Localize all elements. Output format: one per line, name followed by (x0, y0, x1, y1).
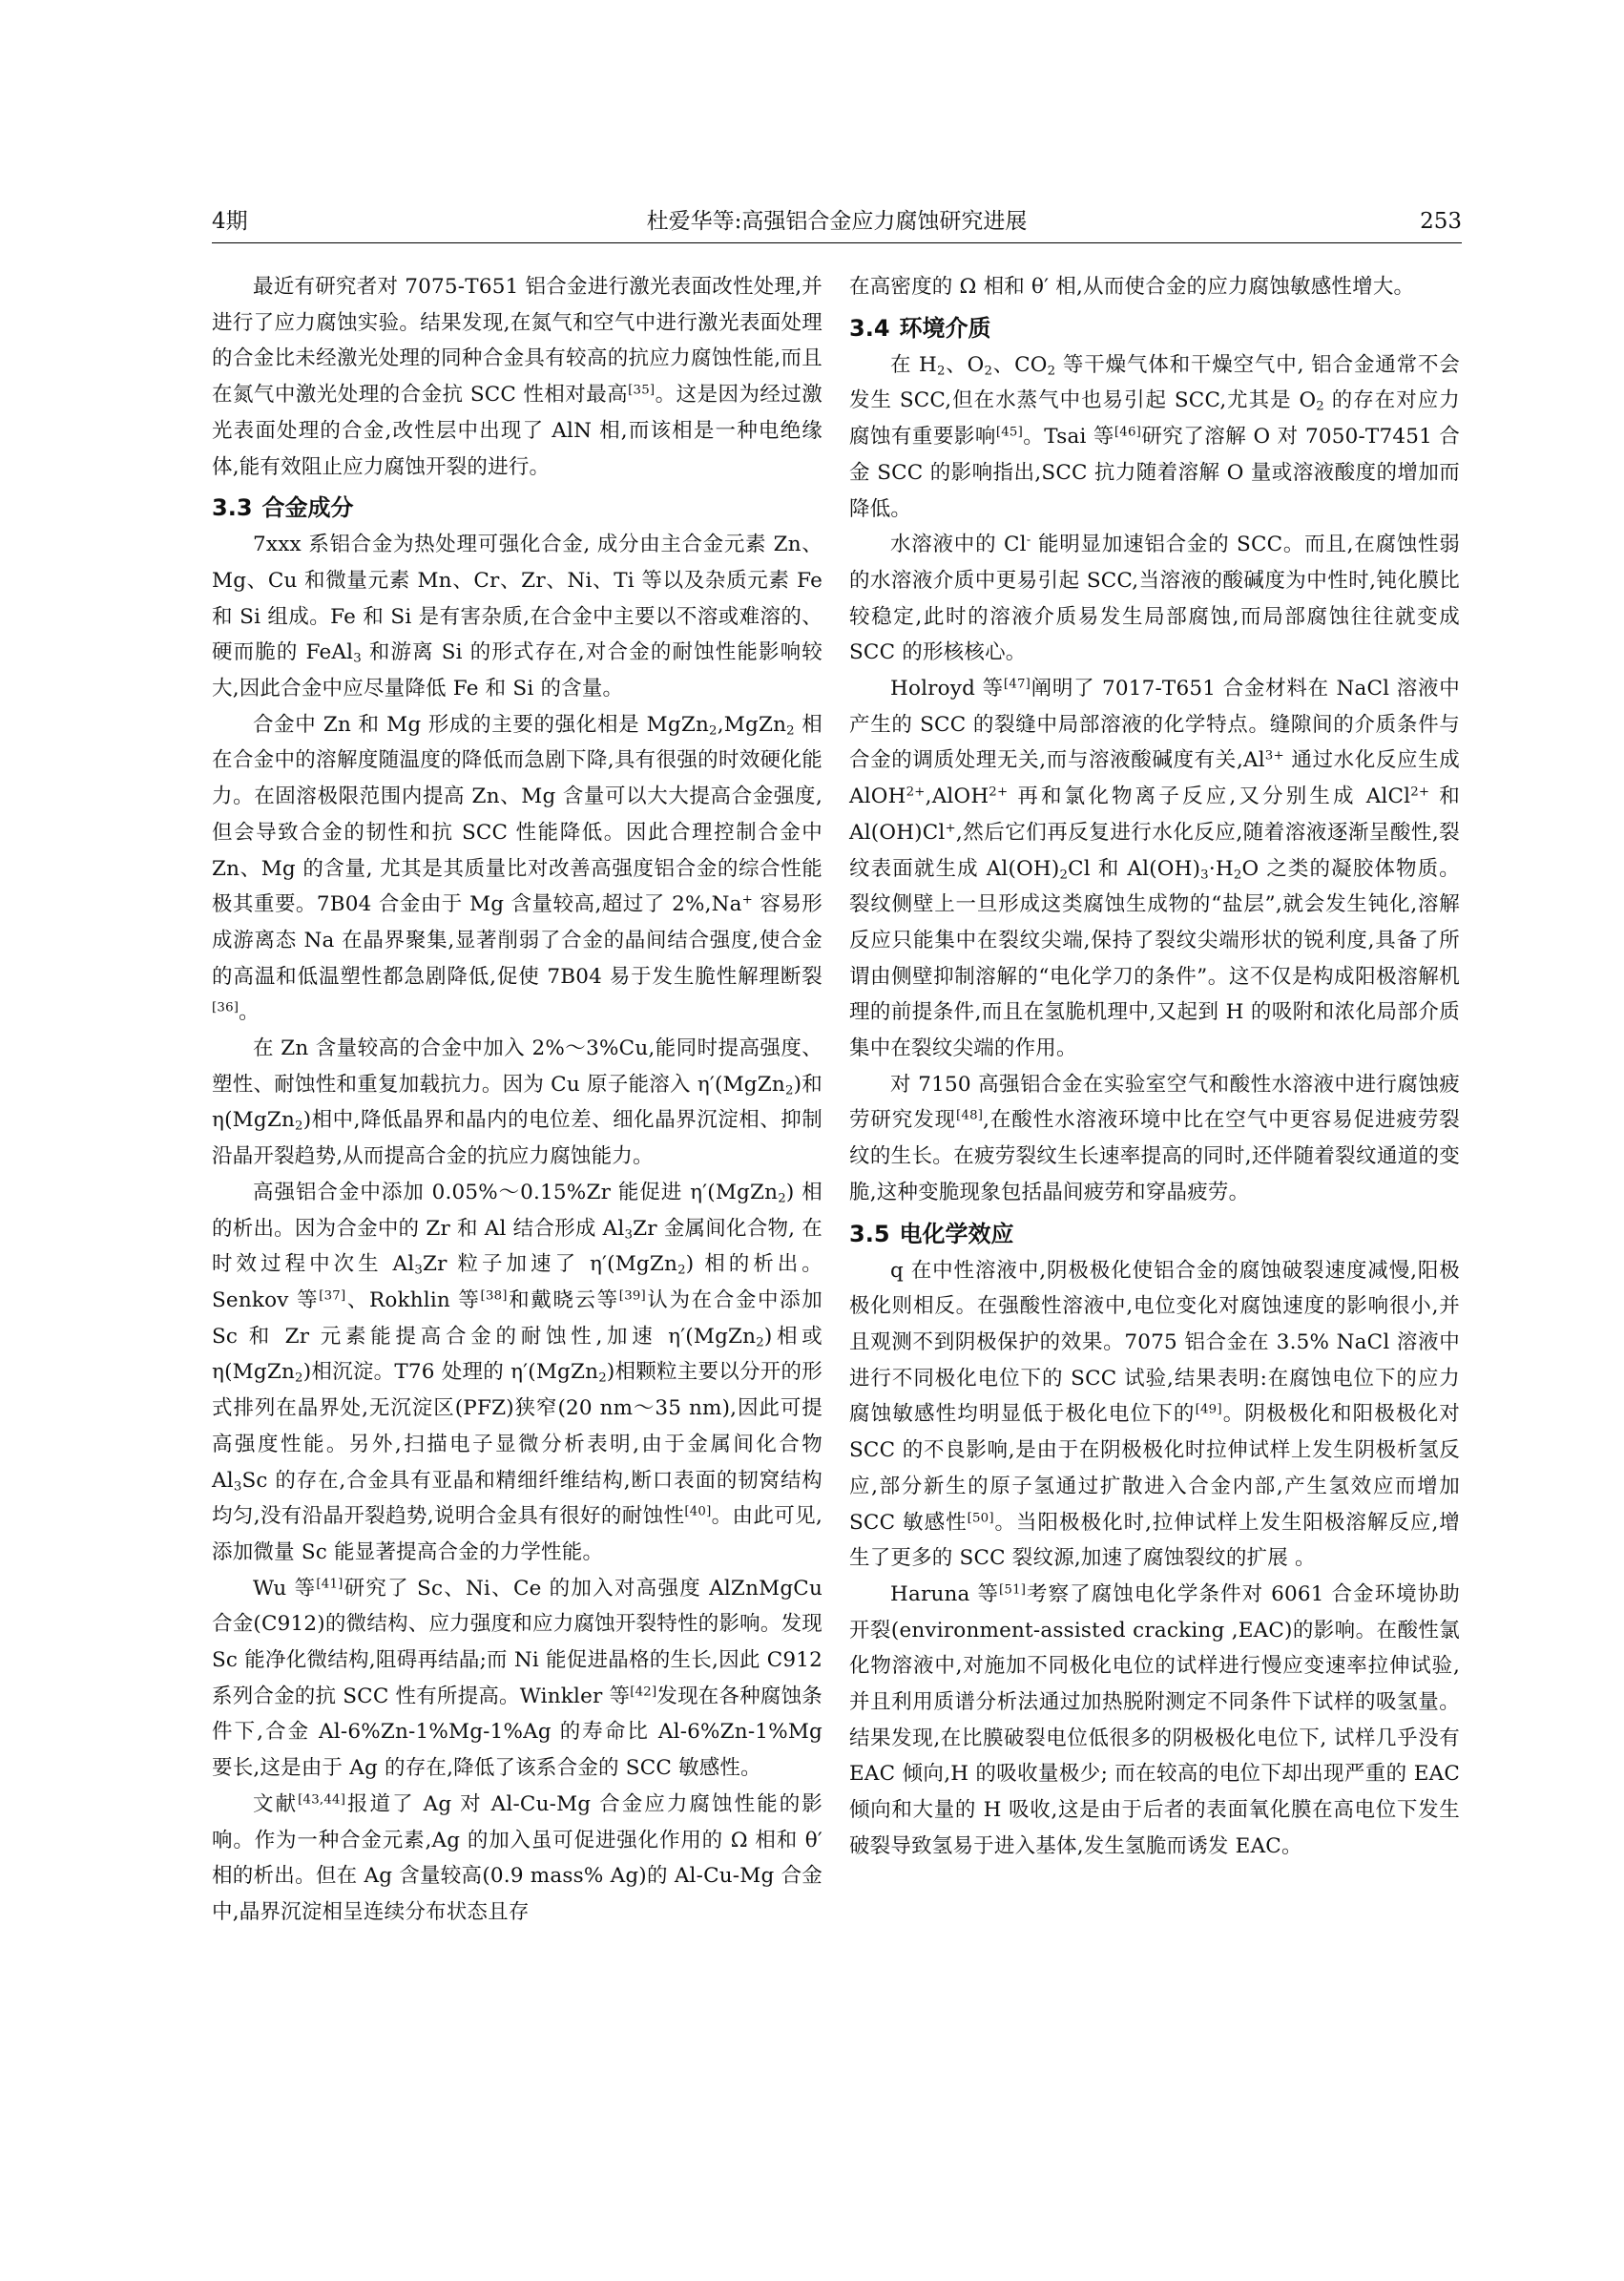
paragraph-cu: 在 Zn 含量较高的合金中加入 2%～3%Cu,能同时提高强度、塑性、耐蚀性和重复加载抗力。因为 Cu 原子能溶入 η′(MgZn$_2$)和 η(MgZn$_2$)相中,降低晶界和晶内的电位差、细化晶界沉淀相、抑制沿晶开裂趋势,从而提高合金的抗应力腐蚀能力。 (212, 1036, 822, 1169)
paragraph-polarization: q 在中性溶液中,阴极极化使铝合金的腐蚀破裂速度减慢,阳极极化则相反。在强酸性溶液中,电位变化对腐蚀速度的影响很小,并且观测不到阴极保护的效果。7075 铝合金在 3.5% NaCl 溶液中进行不同极化电位下的 SCC 试验,结果表明:在腐蚀电位下的应力腐蚀敏感性均明显低于极化电位下的[49]。阴极极化和阳极极化对 SCC 的不良影响,是由于在阴极极化时拉伸试样上发生阴极析氢反应,部分新生的原子氢通过扩散进入合金内部,产生氢效应而增加 SCC 敏感性[50]。当阳极极化时,拉伸试样上发生阳极溶解反应,增生了更多的 SCC 裂纹源,加速了腐蚀裂纹的扩展 。 (849, 1258, 1461, 1571)
paragraph-7xxx-composition: 7xxx 系铝合金为热处理可强化合金, 成分由主合金元素 Zn、Mg、Cu 和微量元素 Mn、Cr、Zr、Ni、Ti 等以及杂质元素 Fe 和 Si 组成。Fe 和 Si 是有害杂质,在合金中主要以不溶或难溶的、硬而脆的 FeAl$_3$ 和游离 Si 的形式存在,对合金的耐蚀性能影响较大,因此合金中应尽量降低 Fe 和 Si 的含量。 (212, 533, 822, 701)
running-title: 杜爱华等:高强铝合金应力腐蚀研究进展 (646, 209, 1028, 234)
section-title: 环境介质 (899, 314, 991, 342)
paragraph-chloride: 水溶液中的 Cl- 能明显加速铝合金的 SCC。而且,在腐蚀性弱的水溶液介质中更易引起 SCC,当溶液的酸碱度为中性时,钝化膜比较稳定,此时的溶液介质易发生局部腐蚀,而局部腐蚀往往就变成 SCC 的形核核心。 (849, 533, 1461, 665)
right-column (849, 269, 1460, 1865)
paragraph-ag: 文献[43,44]报道了 Ag 对 Al-Cu-Mg 合金应力腐蚀性能的影响。作为一种合金元素,Ag 的加入虽可促进强化作用的 Ω 相和 θ′ 相的析出。但在 Ag 含量较高(0.9 mass% Ag)的 Al-Cu-Mg 合金中,晶界沉淀相呈连续分布状态且存 (212, 1791, 822, 1924)
paragraph-zr-sc: 高强铝合金中添加 0.05%～0.15%Zr 能促进 η′(MgZn$_2$) 相的析出。因为合金中的 Zr 和 Al 结合形成 $Al_3Zr$ 金属间化合物, 在时效过程中次生 $Al_3Zr$ 粒子加速了 η′(MgZn$_2$) 相的析出。Senkov 等[37]、Rokhlin 等[38]和戴晓云等[39]认为在合金中添加 Sc 和 Zr 元素能提高合金的耐蚀性,加速 η′(MgZn$_2$)相或 η(MgZn$_2$)相沉淀。T76 处理的 η′(MgZn$_2$)相颗粒主要以分开的形式排列在晶界处,无沉淀区(PFZ)狭窄(20 nm～35 nm),因此可提高强度性能。另外,扫描电子显微分析表明,由于金属间化合物 $Al_3Sc$ 的存在,合金具有亚晶和精细纤维结构,断口表面的韧窝结构均匀,没有沿晶开裂趋势,说明合金具有很好的耐蚀性[40]。由此可见,添加微量 Sc 能显著提高合金的力学性能。 (212, 1180, 822, 1564)
section-heading-3-4 (849, 309, 1460, 347)
paragraph-zn-mg: 合金中 Zn 和 Mg 形成的主要的强化相是 MgZn$_2$,MgZn$_2$ 相在合金中的溶解度随温度的降低而急剧下降,具有很强的时效硬化能力。在固溶极限范围内提高 Zn、Mg 含量可以大大提高合金强度,但会导致合金的韧性和抗 SCC 性能降低。因此合理控制合金中 Zn、Mg 的含量, 尤其是其质量比对改善高强度铝合金的综合性能极其重要。7B04 合金由于 Mg 含量较高,超过了 2%,Na+ 容易形成游离态 Na 在晶界聚集,显著削弱了合金的晶间结合强度,使合金的高温和低温塑性都急剧降低,促使 7B04 易于发生脆性解理断裂[36]。 (212, 712, 823, 1025)
paragraph-dry-gases: 在 $H_2$、$O_2$、$CO_2$ 等干燥气体和干燥空气中, 铝合金通常不会发生 SCC,但在水蒸气中也易引起 SCC,尤其是 $O_2$ 的存在对应力腐蚀有重要影响[45]。Tsai 等[46]研究了溶解 O 对 7050-T7451 合金 SCC 的影响指出,SCC 抗力随着溶解 O 量或溶液酸度的增加而降低。 (849, 352, 1460, 521)
header-rule (212, 242, 1462, 243)
issue-label: 4期 (212, 209, 248, 234)
paragraph-holroyd: Holroyd 等[47]阐明了 7017-T651 合金材料在 NaCl 溶液中产生的 SCC 的裂缝中局部溶液的化学特点。缝隙间的介质条件与合金的调质处理无关,而与溶液酸碱度有关$,Al^{3+}$ 通过水化反应生成 AlOH$^{2+}$,AlOH$^{2+}$ 再和氯化物离子反应,又分别生成 AlCl$^{2+}$ 和 Al(OH)Cl+,然后它们再反复进行水化反应,随着溶液逐渐呈酸性,裂纹表面就生成 $Al(OH)_2Cl$ 和 $Al(OH)_3\cdot H_2O$ 之类的凝胶体物质。裂纹侧壁上一旦形成这类腐蚀生成物的“盐层”,就会发生钝化,溶解反应只能集中在裂纹尖端,保持了裂纹尖端形状的锐利度,具备了所谓由侧壁抑制溶解的“电化学刀的条件”。这不仅是构成阳极溶解机理的前提条件,而且在氢脆机理中,又起到 H 的吸附和浓化局部介质集中在裂纹尖端的作用。 (849, 677, 1460, 1061)
left-column (212, 269, 822, 1931)
section-number: 3.5 (849, 1220, 890, 1247)
section-heading-3-3 (212, 489, 822, 527)
section-heading-3-5 (849, 1215, 1460, 1253)
paragraph-7150-fatigue: 对 7150 高强铝合金在实验室空气和酸性水溶液中进行腐蚀疲劳研究发现[48],在酸性水溶液环境中比在空气中更容易促进疲劳裂纹的生长。在疲劳裂纹生长速率提高的同时,还伴随着裂纹通道的变脆,这种变脆现象包括晶间疲劳和穿晶疲劳。 (849, 1072, 1460, 1204)
section-number: 3.4 (849, 314, 890, 342)
page-number: 253 (1420, 209, 1462, 234)
section-title: 合金成分 (261, 494, 354, 522)
section-number: 3.3 (212, 494, 253, 522)
paragraph-haruna: Haruna 等[51]考察了腐蚀电化学条件对 6061 合金环境协助开裂(environment-assisted cracking ,EAC)的影响。在酸性氯化物溶液中,对施加不同极化电位的试样进行慢应变速率拉伸试验,并且利用质谱分析法通过加热脱附测定不同条件下试样的吸氢量。结果发现,在比膜破裂电位低很多的阴极极化电位下, 试样几乎没有 EAC 倾向,H 的吸收量极少; 而在较高的电位下却出现严重的 EAC 倾向和大量的 H 吸收,这是由于后者的表面氧化膜在高电位下发生破裂导致氢易于进入基体,发生氢脆而诱发 EAC。 (849, 1581, 1460, 1858)
paragraph-ag-continued: 在高密度的 Ω 相和 θ′ 相,从而使合金的应力腐蚀敏感性增大。 (849, 275, 1415, 299)
paragraph-wu-winkler: Wu 等[41]研究了 Sc、Ni、Ce 的加入对高强度 AlZnMgCu 合金(C912)的微结构、应力强度和应力腐蚀开裂特性的影响。发现 Sc 能净化微结构,阻碍再结晶;而 Ni 能促进晶格的生长,因此 C912 系列合金的抗 SCC 性有所提高。Winkler 等[42]发现在各种腐蚀条件下,合金 Al-6%Zn-1%Mg-1%Ag 的寿命比 Al-6%Zn-1%Mg 要长,这是由于 Ag 的存在,降低了该系合金的 SCC 敏感性。 (212, 1576, 823, 1781)
paragraph-laser-treatment: 最近有研究者对 7075-T651 铝合金进行激光表面改性处理,并进行了应力腐蚀实验。结果发现,在氮气和空气中进行激光表面处理的合金比未经激光处理的同种合金具有较高的抗应力腐蚀性能,而且在氮气中激光处理的合金抗 SCC 性相对最高[35]。这是因为经过激光表面处理的合金,改性层中出现了 AlN 相,而该相是一种电绝缘体,能有效阻止应力腐蚀开裂的进行。 (212, 275, 822, 479)
running-header (212, 204, 1462, 239)
section-title: 电化学效应 (899, 1220, 1014, 1247)
